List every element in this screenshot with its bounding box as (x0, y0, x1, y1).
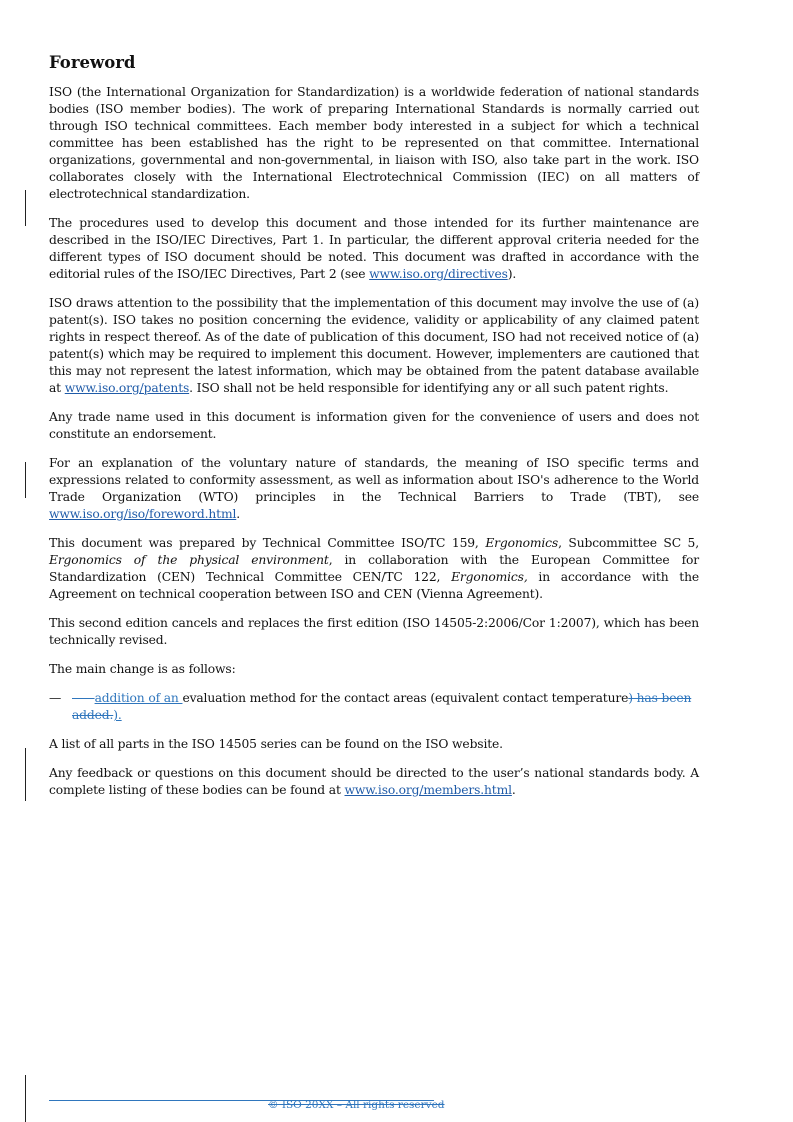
inserted-text: ). (113, 708, 122, 722)
change-bar (25, 190, 26, 226)
paragraph-feedback: Any feedback or questions on this document should be directed to the user’s national standards body. A complete listing of these bodies can be found at www.iso.org/members.html. (49, 766, 699, 797)
change-bar (25, 462, 26, 498)
patents-link[interactable]: www.iso.org/patents (64, 381, 190, 395)
change-bar (25, 1075, 26, 1122)
inserted-text: addition of an (94, 691, 183, 705)
members-link[interactable]: www.iso.org/members.html (344, 783, 512, 797)
foreword-link[interactable]: www.iso.org/iso/foreword.html (49, 507, 237, 521)
paragraph-committee: This document was prepared by Technical Committee ISO/TC 159, Ergonomics, Subcommittee SC 5, Ergonomics of the physical environment, in collaboration with the European Committee for Standardization (CEN) Technical Committee CEN/TC 122, Ergonomics, in accordance with the Agreement on technical cooperation between ISO and CEN (Vienna Agreement). (49, 536, 699, 601)
paragraph-trade-name: Any trade name used in this document is information given for the convenience of users and does not constitute an endorsement. (49, 410, 699, 441)
list-item-change: — addition of an evaluation method for the contact areas (equivalent contact temperature) has been added.). (49, 691, 692, 722)
paragraph-series: A list of all parts in the ISO 14505 series can be found on the ISO website. (49, 737, 503, 751)
paragraph-procedures: The procedures used to develop this document and those intended for its further maintenance are described in the ISO/IEC Directives, Part 1. In particular, the different approval criteria needed for the different types of ISO document should be noted. This document was drafted in accordance with the editorial rules of the ISO/IEC Directives, Part 2 (see www.iso.org/directives). (49, 216, 699, 281)
paragraph-edition: This second edition cancels and replaces the first edition (ISO 14505-2:2006/Cor 1:2007), which has been technically revised. (49, 616, 699, 647)
change-bar (25, 748, 26, 801)
paragraph-patents: ISO draws attention to the possibility that the implementation of this document may involve the use of (a) patent(s). ISO takes no position concerning the evidence, validity or applicability of any claimed patent rights in respect thereof. As of the date of publication of this document, ISO had not received notice of (a) patent(s) which may be required to implement this document. However, implementers are cautioned that this may not represent the latest information, which may be obtained from the patent database available at www.iso.org/patents. ISO shall not be held responsible for identifying any or all such patent rights. (49, 296, 699, 395)
paragraph-voluntary-nature: For an explanation of the voluntary nature of standards, the meaning of ISO specific terms and expressions related to conformity assessment, as well as information about ISO's adherence to the World Trade Organization (WTO) principles in the Technical Barriers to Trade (TBT), see www.iso.org/iso/foreword.html. (49, 456, 699, 521)
page-title: Foreword (49, 53, 136, 72)
deleted-text (72, 691, 95, 705)
paragraph-main-change: The main change is as follows: (49, 662, 236, 676)
document-page (49, 52, 699, 811)
copyright-footer: © ISO 20XX – All rights reserved (268, 1099, 445, 1111)
directives-link[interactable]: www.iso.org/directives (369, 267, 508, 281)
paragraph-iso-intro: ISO (the International Organization for Standardization) is a worldwide federation of national standards bodies (ISO member bodies). The work of preparing International Standards is normally carried out through ISO technical committees. Each member body interested in a subject for which a technical committee has been established has the right to be represented on that committee. International organizations, governmental and non-governmental, in liaison with ISO, also take part in the work. ISO collaborates closely with the International Electrotechnical Commission (IEC) on all matters of electrotechnical standardization. (49, 85, 699, 201)
deleted-text: ) has been added. (72, 691, 692, 722)
